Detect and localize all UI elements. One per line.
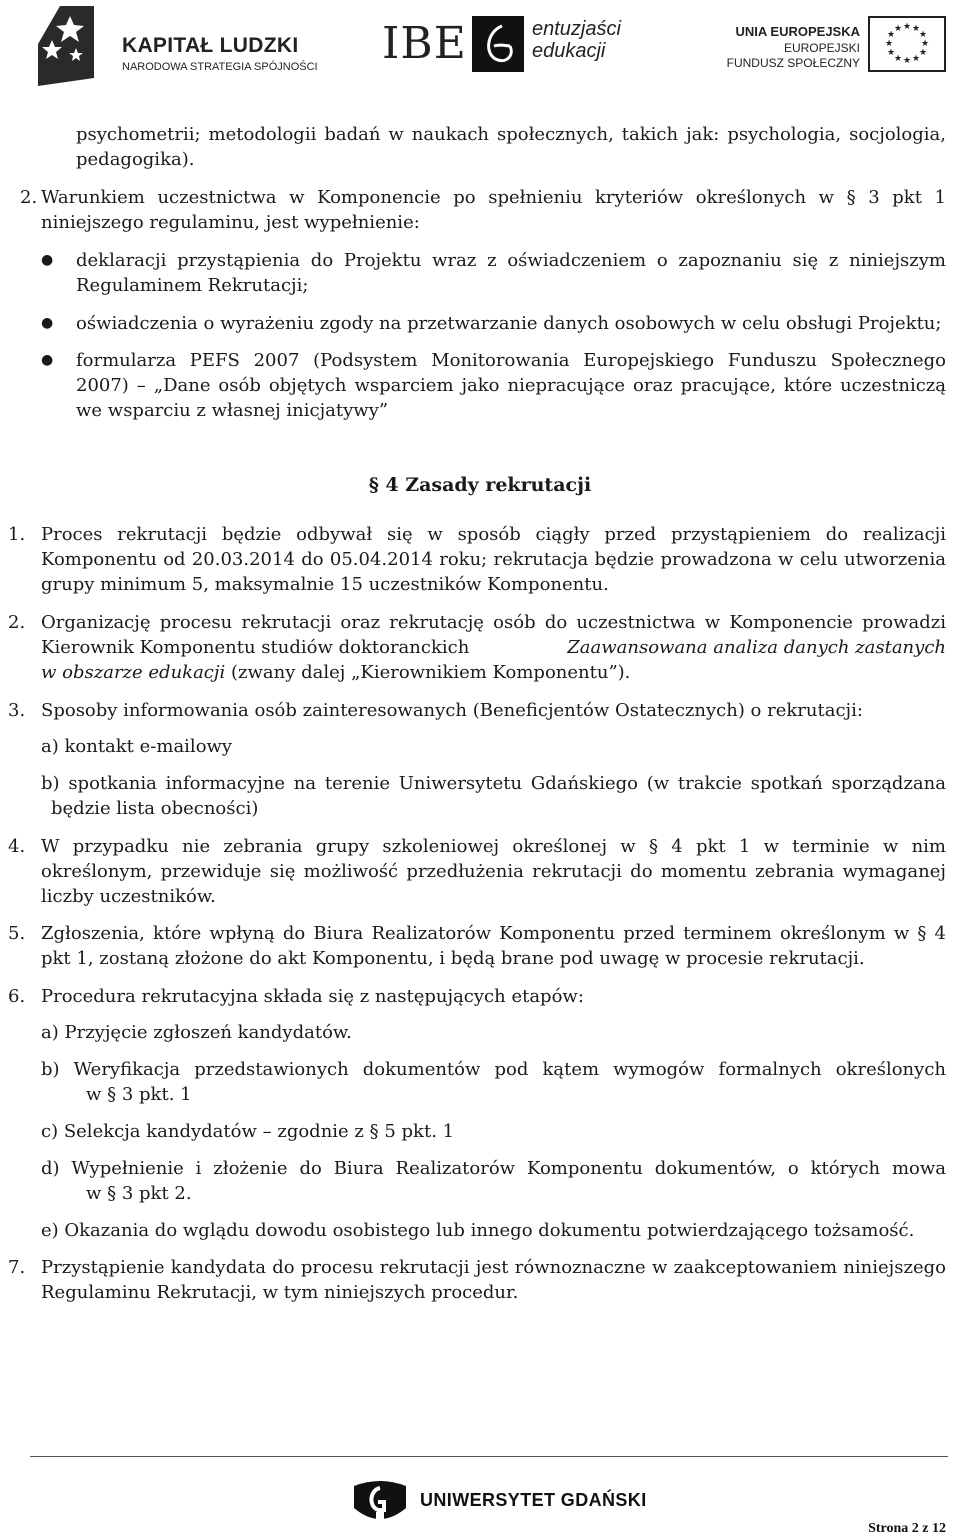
kapital-ludzki-subtitle: NARODOWA STRATEGIA SPÓJNOŚCI xyxy=(122,61,318,73)
kapital-ludzki-emblem-icon xyxy=(30,4,102,86)
eu-line2: EUROPEJSKI xyxy=(783,41,860,55)
eu-line3: FUNDUSZ SPOŁECZNY xyxy=(726,56,860,70)
svg-text:★: ★ xyxy=(902,56,912,66)
bullet3-line1: formularza PEFS 2007 (Podsystem Monitorowania Europejskiego Funduszu Społecznego xyxy=(76,350,946,371)
s4-item7-line1: Przystąpienie kandydata do procesu rekrutacji jest równoznaczne w zaakceptowaniem niniejszego xyxy=(41,1257,946,1278)
item2-line2: niniejszego regulaminu, jest wypełnienie: xyxy=(41,212,420,233)
s4-item1-line2: Komponentu od 20.03.2014 do 05.04.2014 roku; rekrutacja będzie prowadzona w celu utworzenia xyxy=(41,549,946,570)
s4-item6-d-line1: d) Wypełnienie i złożenie do Biura Realizatorów Komponentu dokumentów, o których mowa xyxy=(41,1158,946,1179)
bullet3-line3: we wsparciu z własnej inicjatywy” xyxy=(76,400,389,421)
s4-item3-number: 3. xyxy=(8,700,26,721)
s4-item2-line2 xyxy=(41,635,946,660)
s4-item5-line1: Zgłoszenia, które wpłyną do Biura Realizatorów Komponentu przed terminem określonym w § 4 xyxy=(41,923,946,944)
s4-item2-line3 xyxy=(41,660,630,685)
footer-divider xyxy=(30,1456,948,1457)
s4-item6-b-line1: b) Weryfikacja przedstawionych dokumentów pod kątem wymogów formalnych określonych xyxy=(41,1059,946,1080)
svg-text:★: ★ xyxy=(886,48,896,58)
continuation-line2: pedagogika). xyxy=(76,149,195,170)
s4-item6-c: c) Selekcja kandydatów – zgodnie z § 5 pkt. 1 xyxy=(41,1121,455,1142)
svg-text:★: ★ xyxy=(920,39,930,49)
s4-item1-line3: grupy minimum 5, maksymalnie 15 uczestników Komponentu. xyxy=(41,574,609,595)
entuzjasci-emblem-icon xyxy=(472,16,524,72)
s4-item3-line1: Sposoby informowania osób zainteresowanych (Beneficjentów Ostatecznych) o rekrutacji: xyxy=(41,700,863,721)
section4-heading: § 4 Zasady rekrutacji xyxy=(368,474,592,496)
item2-line1: Warunkiem uczestnictwa w Komponencie po spełnieniu kryteriów określonych w § 3 pkt 1 xyxy=(41,187,946,208)
s4-item5-line2: pkt 1, zostaną złożone do akt Komponentu, i będą brane pod uwagę w procesie rekrutacji. xyxy=(41,948,865,969)
s4-item6-line1: Procedura rekrutacyjna składa się z następujących etapów: xyxy=(41,986,584,1007)
s4-item6-b-line2: w § 3 pkt. 1 xyxy=(86,1084,192,1105)
s4-item1-line1: Proces rekrutacji będzie odbywał się w sposób ciągły przed przystąpieniem do realizacji xyxy=(41,524,946,545)
kapital-ludzki-logo xyxy=(30,4,318,88)
bullet-icon: ● xyxy=(41,252,54,268)
svg-text:★: ★ xyxy=(911,54,921,64)
svg-text:★: ★ xyxy=(911,24,921,34)
bullet-icon: ● xyxy=(41,352,54,368)
bullet1-line1: deklaracji przystąpienia do Projektu wraz z oświadczeniem o zapoznaniu się z niniejszym xyxy=(76,250,946,271)
s4-item6-e: e) Okazania do wglądu dowodu osobistego lub innego dokumentu potwierdzającego tożsamość. xyxy=(41,1220,915,1241)
ibe-tagline-line2: edukacji xyxy=(532,40,606,62)
s4-item7-number: 7. xyxy=(8,1257,26,1278)
eu-flag-icon xyxy=(868,16,946,72)
svg-text:★: ★ xyxy=(893,54,903,64)
s4-item2-line2-italic: Zaawansowana analiza danych zastanych xyxy=(567,637,946,658)
s4-item3-b-line1: b) spotkania informacyjne na terenie Uniwersytetu Gdańskiego (w trakcie spotkań sporządzana xyxy=(41,773,946,794)
s4-item7-line2: Regulaminu Rekrutacji, w tym niniejszych procedur. xyxy=(41,1282,519,1303)
bullet3-line2: 2007) – „Dane osób objętych wsparciem jako niepracujące oraz pracujące, które uczestniczą xyxy=(76,375,946,396)
s4-item4-number: 4. xyxy=(8,836,26,857)
svg-text:★: ★ xyxy=(918,48,928,58)
s4-item3-b-line2: będzie lista obecności) xyxy=(51,798,259,819)
page-number: Strona 2 z 12 xyxy=(868,1521,946,1536)
svg-text:★: ★ xyxy=(893,24,903,34)
s4-item2-line2-plain: Kierownik Komponentu studiów doktoranckich xyxy=(41,637,470,658)
svg-text:★: ★ xyxy=(918,30,928,40)
s4-item6-d-line2: w § 3 pkt 2. xyxy=(86,1183,192,1204)
ibe-logo xyxy=(382,12,652,78)
bullet2-text: oświadczenia o wyrażeniu zgody na przetwarzanie danych osobowych w celu obsługi Projektu; xyxy=(76,313,942,334)
s4-item2-number: 2. xyxy=(8,612,26,633)
s4-item3-a: a) kontakt e-mailowy xyxy=(41,736,233,757)
university-name: UNIWERSYTET GDAŃSKI xyxy=(420,1490,647,1510)
s4-item4-line2: określonym, przewiduje się możliwość przedłużenia rekrutacji do momentu zebrania wymaganej xyxy=(41,861,946,882)
bullet1-line2: Regulaminem Rekrutacji; xyxy=(76,275,309,296)
s4-item6-number: 6. xyxy=(8,986,26,1007)
page-header xyxy=(0,0,960,92)
ibe-label: IBE xyxy=(382,18,467,69)
s4-item4-line3: liczby uczestników. xyxy=(41,886,216,907)
s4-item2-line3-italic: w obszarze edukacji xyxy=(41,662,226,683)
kapital-ludzki-title: KAPITAŁ LUDZKI xyxy=(122,34,299,57)
university-crest-icon xyxy=(350,1478,410,1526)
s4-item1-number: 1. xyxy=(8,524,26,545)
svg-text:★: ★ xyxy=(884,39,894,49)
s4-item6-a: a) Przyjęcie zgłoszeń kandydatów. xyxy=(41,1022,352,1043)
ibe-tagline-line1: entuzjaści xyxy=(532,18,621,40)
svg-text:★: ★ xyxy=(902,22,912,32)
eu-logo xyxy=(726,16,952,76)
continuation-line1: psychometrii; metodologii badań w naukach społecznych, takich jak: psychologia, socjologia, xyxy=(76,124,946,145)
item2-number: 2. xyxy=(20,187,38,208)
svg-text:★: ★ xyxy=(886,30,896,40)
eu-line1: UNIA EUROPEJSKA xyxy=(735,24,860,39)
s4-item2-line1: Organizację procesu rekrutacji oraz rekrutację osób do uczestnictwa w Komponencie prowadzi xyxy=(41,612,946,633)
s4-item5-number: 5. xyxy=(8,923,26,944)
ibe-tagline xyxy=(532,18,621,62)
s4-item2-line3-plain: (zwany dalej „Kierownikiem Komponentu”). xyxy=(230,662,631,683)
s4-item4-line1: W przypadku nie zebrania grupy szkoleniowej określonej w § 4 pkt 1 w terminie w nim xyxy=(41,836,946,857)
bullet-icon: ● xyxy=(41,315,54,331)
